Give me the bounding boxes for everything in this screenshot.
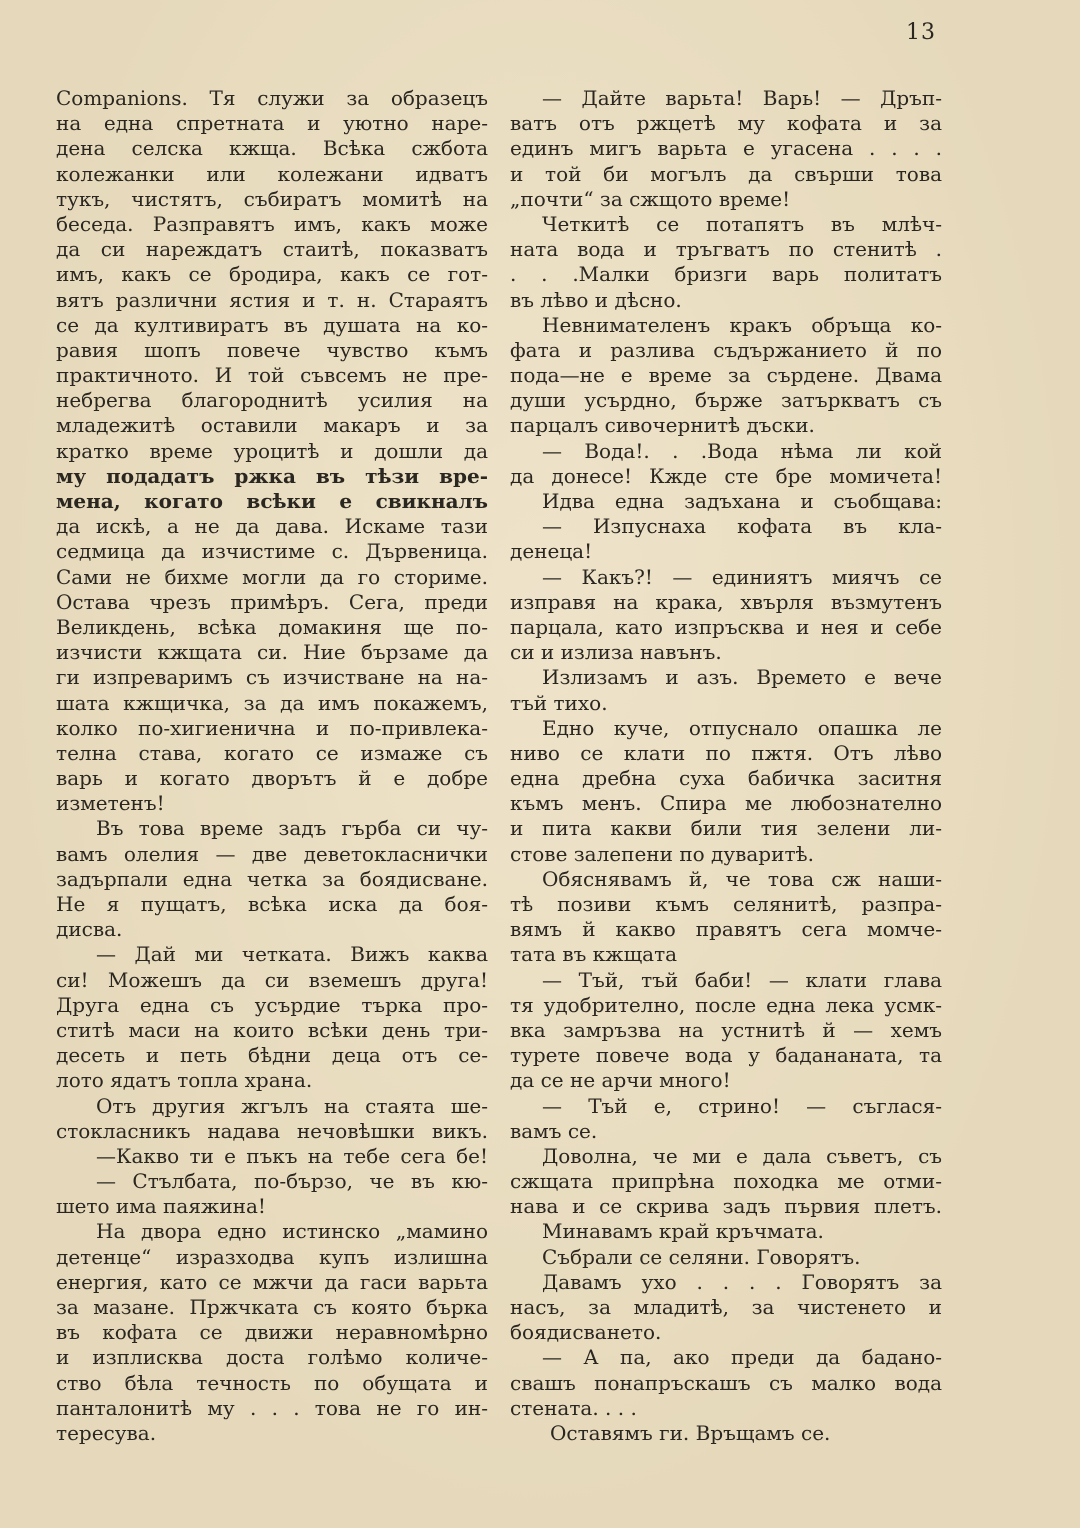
text-line: Невнимателенъ кракъ обръща ко- xyxy=(542,312,942,337)
text-line: тата въ кжщата xyxy=(510,942,678,967)
text-line: си! Можешъ да си вземешъ друга! xyxy=(56,967,488,992)
text-line: небрегва благороднитѣ усилия на xyxy=(56,388,488,413)
text-line: имъ, какъ се бродира, какъ се гот- xyxy=(56,262,488,287)
text-line: Друга една съ усърдие търка про- xyxy=(56,992,488,1017)
text-line: тѣ позиви къмъ селянитѣ, разпра- xyxy=(510,892,942,916)
text-line: тересува. xyxy=(56,1420,157,1445)
text-line: Давамъ ухо . . . . Говорятъ за xyxy=(542,1269,942,1294)
text-line: практичното. И той съвсемъ не пре- xyxy=(56,363,488,388)
text-line: си и излиза навънъ. xyxy=(510,640,722,665)
text-line: мена, когато всѣки е свикналъ xyxy=(56,489,488,513)
text-line: ниво се клати по пжтя. Отъ лѣво xyxy=(510,740,942,765)
text-line: фата и разлива съдържанието й по xyxy=(510,337,942,362)
text-line: и пита какви били тия зелени ли- xyxy=(510,816,942,841)
text-line: „почти“ за сжщото време! xyxy=(510,186,791,211)
text-line: —Какво ти е пъкъ на тебе сега бе! xyxy=(96,1143,488,1168)
text-line: лото ядатъ топла храна. xyxy=(56,1068,313,1093)
text-line: и той би могълъ да свърши това xyxy=(510,161,942,186)
text-line: ната вода и тръгватъ по стенитѣ . xyxy=(510,237,942,262)
text-line: Не я пущатъ, всѣка иска да боя- xyxy=(56,892,488,916)
text-line: Оставямъ ги. Връщамъ се. xyxy=(550,1420,831,1445)
text-line: пода—не е време за сърдене. Двама xyxy=(510,363,942,388)
text-line: беседа. Разправятъ имъ, какъ може xyxy=(56,211,488,236)
text-line: насъ, за младитѣ, за чистенето и xyxy=(510,1295,942,1319)
text-line: души усърдно, бърже затъркватъ съ xyxy=(510,388,942,413)
text-line: седмица да изчистиме с. Дървеница. xyxy=(56,539,488,564)
text-line: панталонитѣ му . . . това не го ин- xyxy=(56,1395,488,1420)
text-line: Събрали се селяни. Говорятъ. xyxy=(542,1244,861,1269)
text-line: парцала, като изпръсква и нея и себе xyxy=(510,614,942,639)
text-line: въ лѣво и дѣсно. xyxy=(510,287,682,312)
text-line: въ кофата се движи неравномѣрно xyxy=(56,1320,488,1345)
text-line: Остава чрезъ примѣръ. Сега, преди xyxy=(56,589,488,614)
text-line: задърпали една четка за боядисване. xyxy=(56,866,488,891)
text-line: ство бѣла течность по обущата и xyxy=(56,1370,488,1395)
text-line: изчисти кжщата си. Ние бързаме да xyxy=(56,640,488,665)
text-line: къмъ менъ. Спира ме любознателно xyxy=(510,791,942,816)
right-column xyxy=(510,86,942,1446)
text-line: нава и се скрива задъ първия плетъ. xyxy=(510,1194,942,1219)
text-line: сжщата припрѣна походка ме отми- xyxy=(510,1169,942,1194)
text-line: Излизамъ и азъ. Времето е вече xyxy=(542,665,942,690)
text-line: Едно куче, отпуснало опашка ле xyxy=(542,715,942,740)
text-line: колежанки или колежани идватъ xyxy=(56,161,488,186)
text-line: равия шопъ повече чувство къмъ xyxy=(56,337,488,362)
text-line: шата кжщичка, за да имъ покажемъ, xyxy=(56,690,488,715)
text-line: да донесе! Кжде сте бре момичета! xyxy=(510,463,942,488)
text-line: ги изпреваримъ съ изчистване на на- xyxy=(56,665,488,690)
text-line: стове залепени по дуваритѣ. xyxy=(510,841,814,866)
text-line: младежитѣ оставили макаръ и за xyxy=(56,413,488,438)
text-line: вка замръзва на устнитѣ й — хемъ xyxy=(510,1017,942,1042)
text-line: да се не арчи много! xyxy=(510,1068,731,1093)
text-line: Великдень, всѣка домакиня ще по- xyxy=(56,614,488,639)
text-line: стената. . . . xyxy=(510,1395,637,1420)
text-line: вямъ й какво правятъ сега момче- xyxy=(510,917,942,942)
text-line: шето има паяжина! xyxy=(56,1194,266,1219)
text-line: Companions. Тя служи за образецъ xyxy=(56,86,488,110)
text-line: — Стълбата, по-бързо, че въ кю- xyxy=(96,1169,488,1194)
text-line: Доволна, че ми е дала съветъ, съ xyxy=(542,1143,942,1168)
text-line: изправя на крака, хвърля възмутенъ xyxy=(510,589,942,614)
text-line: На двора едно истинско „мамино xyxy=(96,1219,488,1244)
text-line: денеца! xyxy=(510,539,593,564)
page-number: 13 xyxy=(906,20,936,45)
text-line: тукъ, чистятъ, събиратъ момитѣ на xyxy=(56,186,488,211)
text-line: вамъ се. xyxy=(510,1118,598,1143)
text-line: детенце“ изразходва купъ излишна xyxy=(56,1244,488,1269)
text-line: телна става, когато се измаже съ xyxy=(56,740,488,765)
text-line: — Вода!. . .Вода нѣма ли кой xyxy=(542,438,942,463)
text-line: Въ това време задъ гърба си чу- xyxy=(96,816,488,841)
text-line: Идва една задъхана и съобщава: xyxy=(542,489,942,513)
text-line: да си нареждатъ стаитѣ, показватъ xyxy=(56,237,488,262)
text-line: — Тъй, тъй баби! — клати глава xyxy=(542,967,942,992)
text-line: и изплисква доста голѣмо количе- xyxy=(56,1345,488,1370)
text-line: тъй тихо. xyxy=(510,690,608,715)
text-line: кратко време уроцитѣ и дошли да xyxy=(56,438,488,463)
text-line: ститѣ маси на които всѣки день три- xyxy=(56,1017,488,1042)
text-line: да искѣ, а не да дава. Искаме тази xyxy=(56,514,488,539)
text-line: единъ мигъ варьта е угасена . . . . xyxy=(510,136,942,161)
text-line: Сами не бихме могли да го сториме. xyxy=(56,564,488,589)
text-line: — Какъ?! — единиятъ миячъ се xyxy=(542,564,942,589)
text-line: вятъ различни ястия и т. н. Стараятъ xyxy=(56,287,488,312)
text-line: — А па, ако преди да бадано- xyxy=(542,1345,942,1370)
text-line: свашъ понапръскашъ съ малко вода xyxy=(510,1370,942,1395)
text-line: — Тъй е, стрино! — съглася- xyxy=(542,1093,942,1118)
text-line: — Дайте варьта! Варь! — Дръп- xyxy=(542,86,942,110)
text-line: за мазане. Пржчката съ която бърка xyxy=(56,1295,488,1319)
text-line: — Изпуснаха кофата въ кла- xyxy=(542,514,942,539)
text-line: му подадатъ ржка въ тѣзи вре- xyxy=(56,463,488,488)
text-line: дена селска кжща. Всѣка сжбота xyxy=(56,136,488,161)
text-line: енергия, като се мжчи да гаси варьта xyxy=(56,1269,488,1294)
text-line: стокласникъ надава нечовѣшки викъ. xyxy=(56,1118,488,1143)
text-line: варь и когато дворътъ й е добре xyxy=(56,766,488,791)
text-line: колко по-хигиенична и по-привлека- xyxy=(56,715,488,740)
text-line: . . .Малки бризги варь политатъ xyxy=(510,262,942,287)
text-line: на една спретната и уютно наре- xyxy=(56,111,488,136)
text-line: — Дай ми четката. Вижъ каква xyxy=(96,942,488,967)
text-line: Четкитѣ се потапятъ въ млѣч- xyxy=(542,211,942,236)
text-line: ватъ отъ ржцетѣ му кофата и за xyxy=(510,111,942,136)
text-line: изметенъ! xyxy=(56,791,165,816)
text-line: се да култивиратъ въ душата на ко- xyxy=(56,312,488,337)
text-line: дисва. xyxy=(56,917,123,942)
text-line: турете повече вода у бадананата, та xyxy=(510,1043,942,1068)
text-line: една дребна суха бабичка заситня xyxy=(510,766,942,791)
text-line: Минавамъ край кръчмата. xyxy=(542,1219,824,1244)
text-line: парцалъ сивочернитѣ дъски. xyxy=(510,413,815,438)
text-line: вамъ олелия — две деветокласнички xyxy=(56,841,488,866)
text-line: десеть и петь бѣдни деца отъ се- xyxy=(56,1043,488,1068)
text-line: Отъ другия жгълъ на стаята ше- xyxy=(96,1093,488,1118)
text-line: тя удобрително, после една лека усмк- xyxy=(510,992,942,1017)
left-column xyxy=(56,86,488,1446)
text-line: Обяснявамъ й, че това сж наши- xyxy=(542,866,942,891)
text-line: боядисването. xyxy=(510,1320,662,1345)
